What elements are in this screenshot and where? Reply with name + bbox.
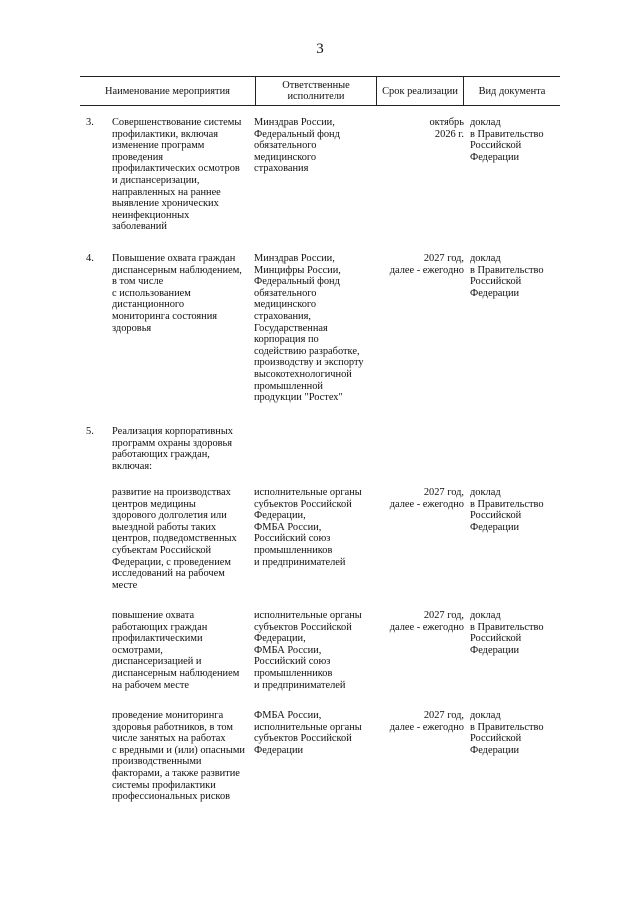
row-number: 4. [86,253,94,264]
row-document: доклад в Правительство Российской Федерации [470,487,544,533]
header-name: Наименование мероприятия [105,85,230,97]
row-term: 2027 год, далее - ежегодно [389,253,464,276]
header-document: Вид документа [478,85,546,97]
table-header [80,76,560,106]
row-responsible: Минздрав России, Федеральный фонд обязательного медицинского страхования [254,117,340,175]
row-name: Совершенствование системы профилактики, включая изменение программ проведения профилактических осмотров и диспансеризации, направленных на раннее выявление хронических неинфекционных заболеваний [112,117,242,233]
row-name: развитие на производствах центров медицины здорового долголетия или выездной работы таких центров, подведомственных субъектам Российской Федерации, с проведением исследований на рабочем месте [112,487,237,591]
page-number: 3 [316,41,324,57]
row-responsible: исполнительные органы субъектов Российской Федерации, ФМБА России, Российский союз промышленников и предпринимателей [254,610,362,691]
header-term: Срок реализации [382,85,458,97]
row-term: октябрь 2026 г. [429,117,464,140]
row-number: 3. [86,117,94,128]
row-number: 5. [86,426,94,437]
row-responsible: исполнительные органы субъектов Российской Федерации, ФМБА России, Российский союз промышленников и предпринимателей [254,487,362,568]
row-term: 2027 год, далее - ежегодно [389,610,464,633]
row-term: 2027 год, далее - ежегодно [389,710,464,733]
row-term: 2027 год, далее - ежегодно [389,487,464,510]
row-name: Реализация корпоративных программ охраны здоровья работающих граждан, включая: [112,426,233,472]
row-document: доклад в Правительство Российской Федерации [470,710,544,756]
row-name: проведение мониторинга здоровья работников, в том числе занятых на работах с вредными и (или) опасными производственными факторами, а также развитие системы профилактики профессиональных рисков [112,710,245,803]
header-responsible: Ответственные исполнители [282,80,350,102]
row-responsible: Минздрав России, Минцифры России, Федеральный фонд обязательного медицинского страхования, Государственная корпорация по содействию разработке, производству и экспорту высокотехнологичной промышленной продукции "Ростех" [254,253,364,404]
row-document: доклад в Правительство Российской Федерации [470,253,544,299]
row-name: повышение охвата работающих граждан профилактическими осмотрами, диспансеризацией и диспансерным наблюдением на рабочем месте [112,610,240,691]
row-document: доклад в Правительство Российской Федерации [470,610,544,656]
row-responsible: ФМБА России, исполнительные органы субъектов Российской Федерации [254,710,362,756]
row-document: доклад в Правительство Российской Федерации [470,117,544,163]
row-name: Повышение охвата граждан диспансерным наблюдением, в том числе с использованием дистанционного мониторинга состояния здоровья [112,253,242,334]
